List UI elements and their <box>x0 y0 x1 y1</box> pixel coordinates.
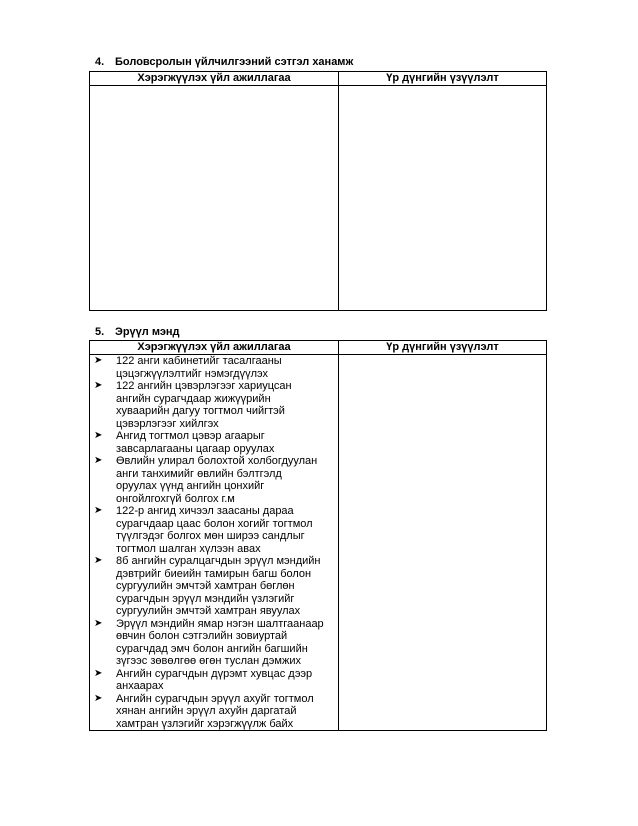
activity-item <box>90 505 338 555</box>
activity-item-line: Ангийн сурагчдын дүрэмт хувцас дээр <box>116 667 313 680</box>
activity-item-line: 122 анги кабинетийг тасалгааны <box>116 355 282 367</box>
activity-item-line: Өвлийн улирал болохтой холбогдуулан <box>116 455 318 467</box>
activity-item-line: тогтмол шалган хүлээн авах <box>116 542 261 555</box>
section-5-title <box>95 325 180 339</box>
activity-item-line: анги танхимийг өвлийн бэлтгэлд <box>116 467 282 480</box>
activity-item-line: сурагчдын эрүүл мэндийн үзлэгийг <box>116 592 295 605</box>
activity-item-line: цэцэгжүүлэлтийг нэмэгдүүлэх <box>116 367 269 380</box>
section-4-title <box>95 55 353 69</box>
section-5-col-indicators: Үр дүнгийн үзүүлэлт <box>339 341 547 355</box>
arrow-bullet-icon: ➤ <box>94 455 103 466</box>
activity-item-line: өвчин болон сэтгэлийн зовиуртай <box>116 630 288 642</box>
arrow-bullet-icon: ➤ <box>94 355 103 366</box>
section-4-activities-cell <box>90 86 339 311</box>
activity-item-line: Эрүүл мэндийн ямар нэгэн шалтгаанаар <box>116 617 324 630</box>
activity-item <box>90 455 338 505</box>
activity-item-line: сурагчдаар цаас болон хогийг тогтмол <box>116 517 313 530</box>
activity-item-line: завсарлагааны цагаар оруулах <box>116 442 275 455</box>
activity-item-line: сургуулийн эмчтэй хамтран явуулах <box>116 605 301 617</box>
activity-item <box>90 430 338 455</box>
activity-item-line: хянан ангийн эрүүл ахуйн даргатай <box>116 705 297 717</box>
section-4-table <box>89 71 547 311</box>
section-4-indicators-cell <box>339 86 547 311</box>
section-5-body-row <box>90 355 547 731</box>
activity-item <box>90 355 338 380</box>
section-5-title-text: Эрүүл мэнд <box>115 326 180 338</box>
activity-item-line: онгойлгохгүй болгох г.м <box>116 492 235 505</box>
section-4-col-indicators: Үр дүнгийн үзүүлэлт <box>339 72 547 86</box>
activity-item <box>90 555 338 618</box>
section-4-title-text: Боловсролын үйлчилгээний сэтгэл ханамж <box>115 56 354 68</box>
activity-item-line: сурагчдад эмч болон ангийн багшийн <box>116 642 308 655</box>
section-5-header-row <box>90 341 547 355</box>
activity-item <box>90 618 338 668</box>
activity-item <box>90 693 338 731</box>
activity-list <box>90 355 338 730</box>
section-5-number: 5. <box>95 326 105 338</box>
activity-item-line: Ангид тогтмол цэвэр агаарыг <box>116 430 265 442</box>
arrow-bullet-icon: ➤ <box>94 380 103 391</box>
activity-item-line: оруулах үүнд ангийн цонхийг <box>116 480 265 492</box>
arrow-bullet-icon: ➤ <box>94 667 103 679</box>
section-4-number: 4. <box>95 56 105 68</box>
arrow-bullet-icon: ➤ <box>94 617 103 629</box>
section-4-header-row <box>90 72 547 86</box>
activity-item-line: 8б ангийн суралцагчдын эрүүл мэндийн <box>116 555 321 567</box>
activity-item <box>90 668 338 693</box>
activity-item-line: хамтран үзлэгийг хэрэгжүүлж байх <box>116 717 294 730</box>
section-5-indicators-cell <box>339 355 547 731</box>
arrow-bullet-icon: ➤ <box>94 555 103 566</box>
activity-item-line: дэвтрийг биеийн тамирын багш болон <box>116 567 312 580</box>
activity-item-line: Ангийн сурагчдын эрүүл ахуйг тогтмол <box>116 692 314 705</box>
activity-item-line: хуваарийн дагуу тогтмол чийгтэй <box>116 405 285 417</box>
section-4-col-activities: Хэрэгжүүлэх үйл ажиллагаа <box>90 72 339 86</box>
activity-item-line: сургуулийн эмчтэй хамтран бөглөн <box>116 580 295 592</box>
arrow-bullet-icon: ➤ <box>94 505 103 516</box>
activity-item-line: зүгээс зөвөлгөө өгөн туслан дэмжих <box>116 655 301 667</box>
section-5-table <box>89 340 547 731</box>
arrow-bullet-icon: ➤ <box>94 692 103 704</box>
section-5-col-activities: Хэрэгжүүлэх үйл ажиллагаа <box>90 341 339 355</box>
activity-item-line: 122 ангийн цэвэрлэгээг хариуцсан <box>116 380 292 392</box>
activity-item-line: түүлгэдэг болгох мөн ширээ сандлыг <box>116 530 305 542</box>
activity-item <box>90 380 338 430</box>
section-5-activities-cell <box>90 355 339 731</box>
activity-item-line: цэвэрлэгээг хийлгэх <box>116 417 219 430</box>
section-4-body-row <box>90 86 547 311</box>
arrow-bullet-icon: ➤ <box>94 430 103 441</box>
activity-item-line: анхаарах <box>116 680 164 692</box>
activity-item-line: 122-р ангид хичээл заасаны дараа <box>116 505 294 517</box>
activity-item-line: ангийн сурагчдаар жижүүрийн <box>116 392 271 405</box>
